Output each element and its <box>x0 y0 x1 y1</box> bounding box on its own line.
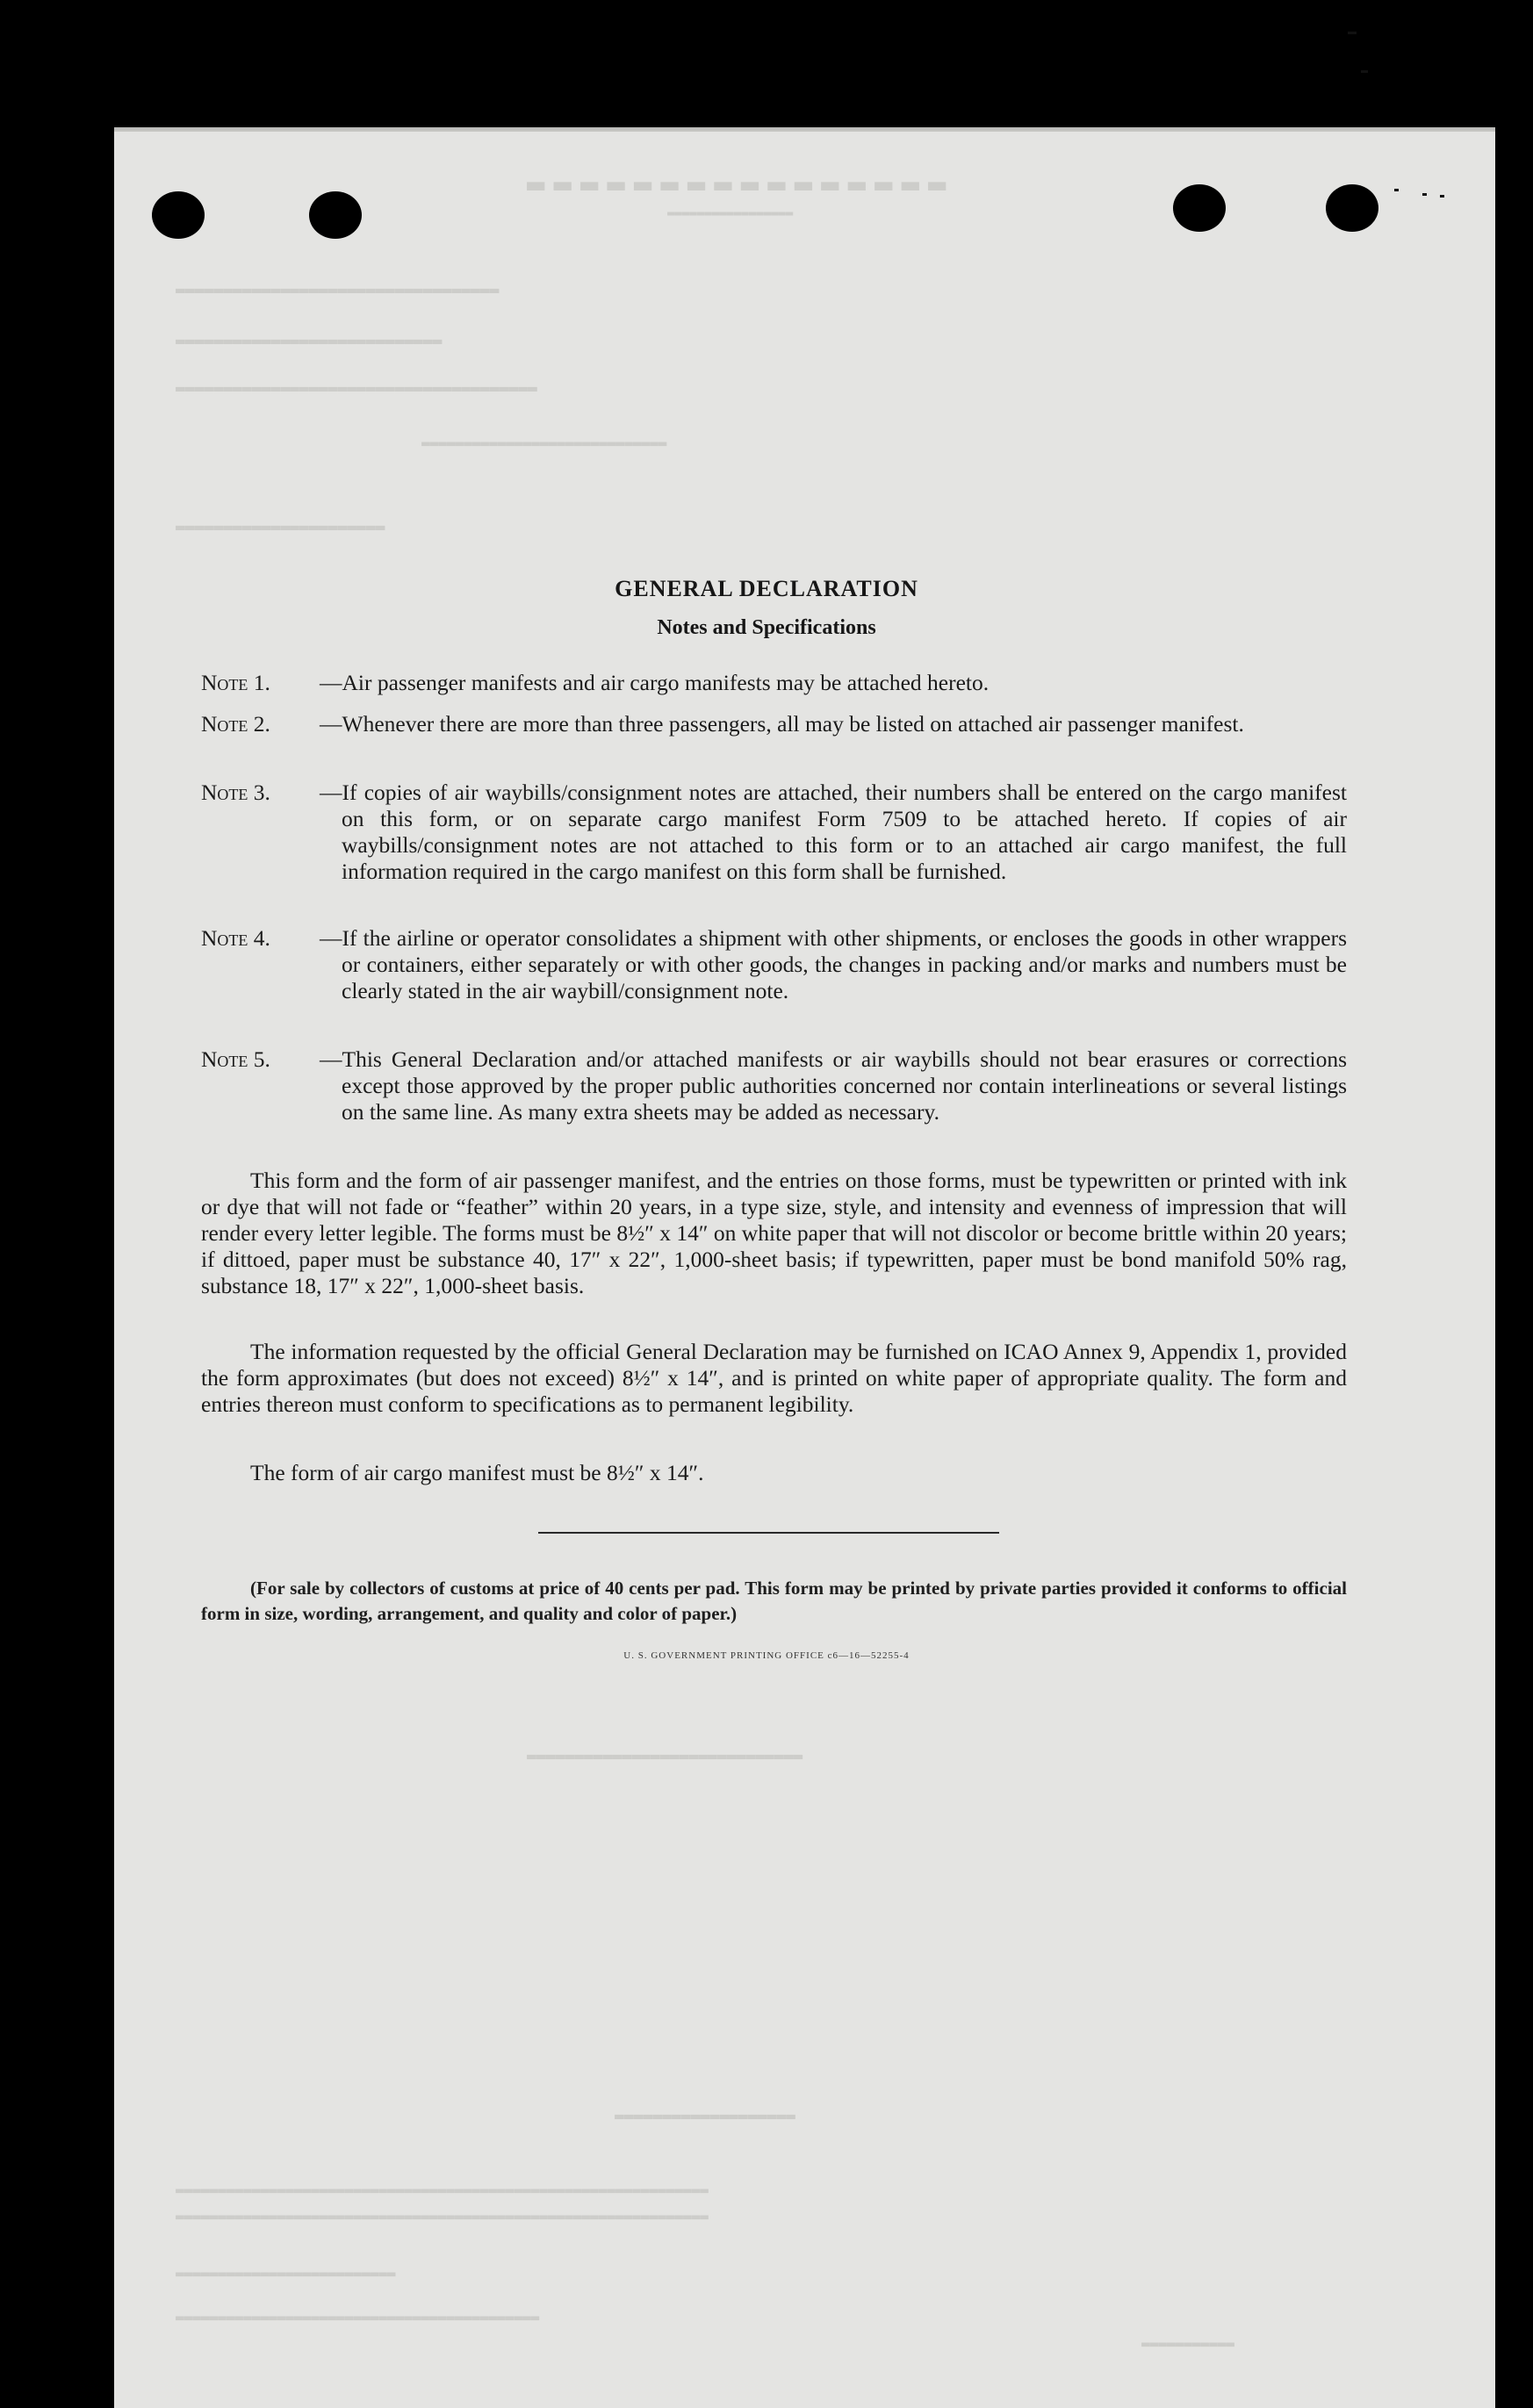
note-5 <box>201 1046 1347 1125</box>
note-3 <box>201 780 1347 885</box>
paragraph-cargo-size: The form of air cargo manifest must be 8½″ x 14″. <box>250 1460 704 1485</box>
note-4 <box>201 925 1347 1004</box>
punch-hole-left-2 <box>309 191 362 239</box>
note-label: Note 2. <box>201 711 270 737</box>
note-text: —Air passenger manifests and air cargo manifests may be attached hereto. <box>320 670 990 695</box>
scan-speck <box>1394 189 1399 191</box>
note-text: —Whenever there are more than three passengers, all may be listed on attached air passenger manifest. <box>320 711 1244 737</box>
scan-speck <box>1361 70 1368 73</box>
note-text: —This General Declaration and/or attached manifests or air waybills should not bear erasures or corrections except those approved by the proper public authorities concerned nor contain interlineations or several listings on the same line. As many extra sheets may be added as necessary. <box>320 1046 1347 1125</box>
scan-speck <box>1348 32 1357 34</box>
document-title: GENERAL DECLARATION <box>615 576 918 601</box>
note-label: Note 4. <box>201 925 270 951</box>
note-label: Note 3. <box>201 780 270 805</box>
note-label: Note 1. <box>201 670 270 695</box>
paragraph-form-specs: This form and the form of air passenger manifest, and the entries on those forms, must be typewritten or printed with ink or dye that will not fade or “feather” within 20 years, in a type size, style, and intensity and evenness of impression that will render every letter legible. The forms must be 8½″ x 14″ on white paper that will not discolor or become brittle within 20 years; if dittoed, paper must be substance 40, 17″ x 22″, 1,000-sheet basis; if typewritten, paper must be bond manifold 50% rag, substance 18, 17″ x 22″, 1,000-sheet basis. <box>201 1168 1347 1298</box>
separator-rule <box>538 1532 999 1534</box>
scan-speck <box>1440 195 1444 198</box>
note-2 <box>201 711 1347 737</box>
punch-hole-right-1 <box>1173 184 1226 232</box>
document-subtitle: Notes and Specifications <box>657 616 876 639</box>
note-1 <box>201 670 1347 696</box>
punch-hole-right-2 <box>1326 184 1378 232</box>
paragraph-icao: The information requested by the official General Declaration may be furnished on ICAO Annex 9, Appendix 1, provided the form approximates (but does not exceed) 8½″ x 14″, and is printed on white paper of appropriate quality. The form and entries thereon must conform to specifications as to permanent legibility. <box>201 1339 1347 1417</box>
printer-line: U. S. GOVERNMENT PRINTING OFFICE c6—16—52255-4 <box>623 1650 910 1661</box>
note-text: —If the airline or operator consolidates a shipment with other shipments, or encloses the goods in other wrappers or containers, either separately or with other goods, the changes in packing and/or marks and numbers must be clearly stated in the air waybill/consignment note. <box>320 925 1347 1003</box>
note-text: —If copies of air waybills/consignment notes are attached, their numbers shall be entered on the cargo manifest on this form, or on separate cargo manifest Form 7509 to be attached hereto. If copies of air waybills/consignment notes are not attached to this form or to an attached air cargo manifest, the full information required in the cargo manifest on this form shall be furnished. <box>320 780 1347 884</box>
note-label: Note 5. <box>201 1046 270 1072</box>
scan-speck <box>1422 193 1427 196</box>
sale-note: (For sale by collectors of customs at price of 40 cents per pad. This form may be printed by private parties provided it conforms to official form in size, wording, arrangement, and quality and color of paper.) <box>201 1578 1347 1624</box>
punch-hole-left-1 <box>152 191 205 239</box>
